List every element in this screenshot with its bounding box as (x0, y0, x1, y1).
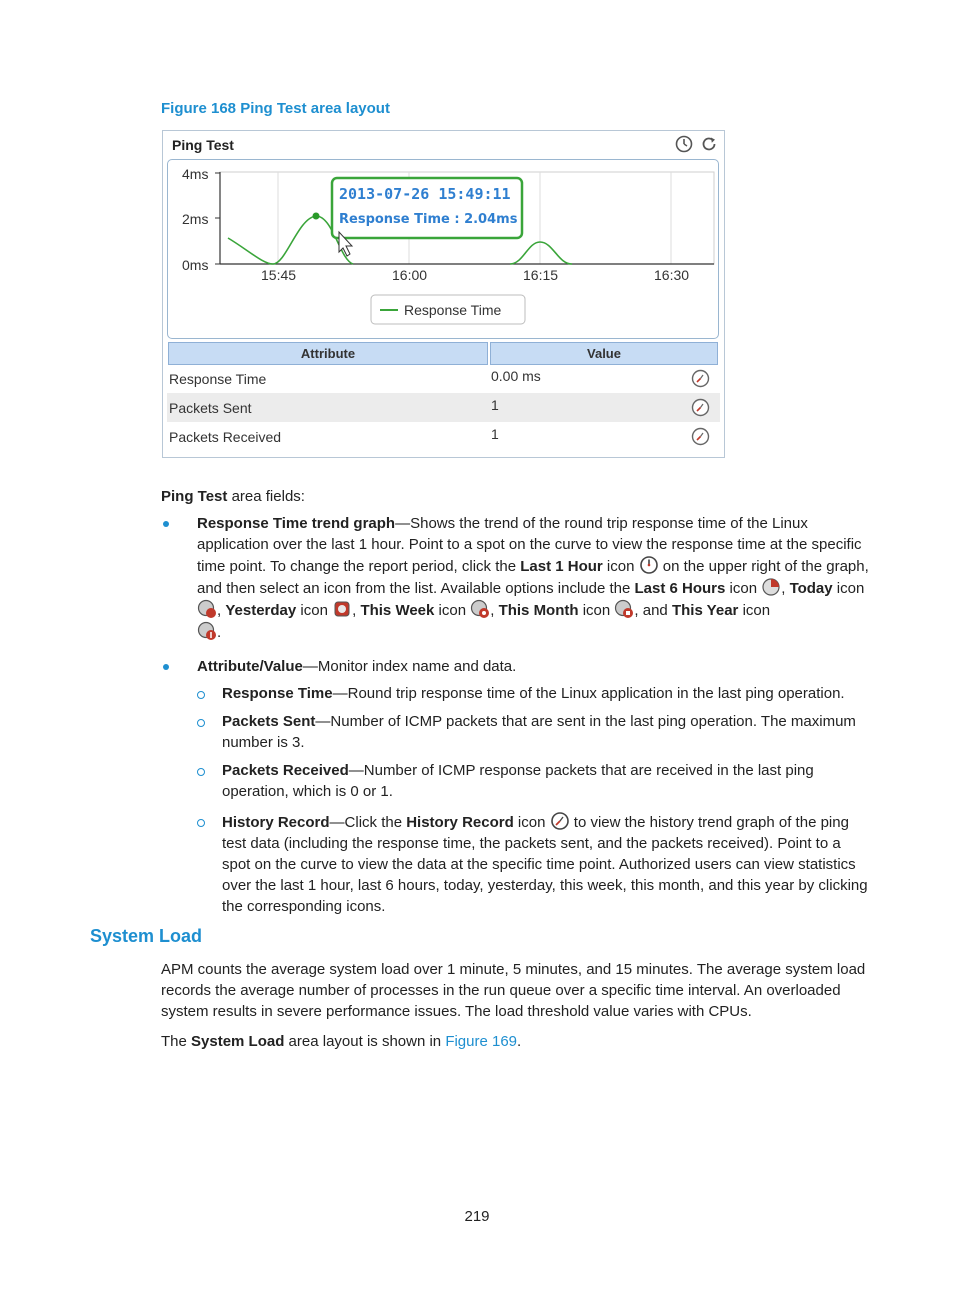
history-record-icon[interactable] (691, 369, 710, 388)
row-attribute: Packets Sent (169, 400, 252, 416)
row-attribute: Response Time (169, 371, 267, 387)
option-today: Today (789, 580, 833, 597)
sub-bullet-circle (197, 719, 205, 727)
sub-term: Response Time (222, 685, 333, 702)
para-text: The (161, 1033, 192, 1050)
last-6-hours-icon (761, 577, 781, 597)
bullet-text: —Shows the trend of the round trip response time of the Linux application over the last 1 hour. Point to a spot on the curve to view the response time at the specific time point. To change the report period, click the (197, 515, 862, 575)
widget-title: Ping Test (172, 137, 234, 153)
y-tick-label: 0ms (182, 257, 209, 273)
bullet-text: icon (725, 580, 762, 597)
sub-text: —Round trip response time of the Linux application in the last ping operation. (332, 685, 845, 702)
table-row (167, 364, 720, 393)
punctuation: , (490, 602, 499, 619)
sub-bullet-history-record (222, 811, 870, 917)
bullet-text: —Monitor index name and data. (302, 658, 517, 675)
punctuation: , (781, 580, 790, 597)
bullet-term: Response Time trend graph (197, 515, 396, 532)
punctuation: , (634, 602, 643, 619)
para-text: . (517, 1033, 522, 1050)
y-tick-label: 2ms (182, 211, 209, 227)
punctuation: , (217, 602, 226, 619)
bullet-text: icon (742, 602, 771, 619)
this-month-icon (614, 599, 634, 619)
bullet-text: icon (296, 602, 333, 619)
legend-label: Response Time (404, 302, 502, 318)
bullet-term: Attribute/Value (197, 658, 303, 675)
ping-test-widget (162, 130, 725, 458)
sub-term: Packets Sent (222, 713, 316, 730)
tooltip-value: Response Time : 2.04ms (339, 212, 518, 227)
intro-line (161, 486, 305, 507)
sub-bullet-packets-received (222, 760, 870, 802)
section-heading: System Load (90, 926, 203, 946)
x-tick-label: 16:00 (392, 267, 428, 283)
today-icon (197, 599, 217, 619)
page-number: 219 (464, 1208, 490, 1225)
table-row (167, 422, 720, 451)
history-record-icon[interactable] (691, 427, 710, 446)
intro-text: area fields: (227, 488, 305, 505)
attribute-column-header: Attribute (168, 342, 488, 365)
row-attribute: Packets Received (169, 429, 282, 445)
x-tick-label: 15:45 (261, 267, 297, 283)
punctuation: . (217, 624, 222, 641)
sub-term: Packets Received (222, 762, 349, 779)
option-last-1-hour: Last 1 Hour (520, 558, 603, 575)
sub-bullet-circle (197, 768, 205, 776)
bullet-attribute-value (197, 656, 869, 677)
sub-text: —Click the (329, 814, 407, 831)
option-yesterday: Yesterday (225, 602, 297, 619)
data-point[interactable] (313, 213, 320, 220)
response-time-chart-panel (167, 159, 719, 339)
yesterday-icon (332, 599, 352, 619)
sub-text: —Number of ICMP packets that are sent in the last ping operation. The maximum number is 3. (222, 713, 856, 751)
history-record-icon (550, 811, 570, 831)
sub-text: —Number of ICMP response packets that are received in the last ping operation, which is 0 or 1. (222, 762, 814, 800)
option-this-year: This Year (671, 602, 739, 619)
sub-term: History Record (406, 814, 514, 831)
attribute-value-table (167, 342, 720, 451)
last-1-hour-icon (639, 555, 659, 575)
response-time-chart[interactable] (168, 160, 718, 338)
option-this-week: This Week (360, 602, 435, 619)
y-tick-label: 4ms (182, 166, 209, 182)
bullet-text: icon (578, 602, 615, 619)
sub-bullet-packets-sent (222, 711, 870, 753)
table-header (167, 342, 720, 364)
row-value: 0.00 ms (491, 368, 541, 384)
bullet-dot (163, 521, 169, 527)
bullet-dot (163, 664, 169, 670)
row-value: 1 (491, 397, 499, 413)
system-load-description: APM counts the average system load over 1 minute, 5 minutes, and 15 minutes. The average system load records the average number of processes in the run queue over a specific time interval. An overloaded system results in severe performance issues. The load threshold value varies with CPUs. (161, 961, 866, 1020)
para-text: area layout is shown in (284, 1033, 446, 1050)
intro-bold: Ping Test (161, 488, 228, 505)
sub-text: to view the history trend graph of the ping test data (including the response time, the packets sent, and the packets received). Point to a spot on the curve to view the data at the specific time point. Authorized users can view statistics over the last 1 hour, last 6 hours, today, yesterday, this week, this month, and this year by clicking the corresponding icons. (222, 814, 868, 915)
option-this-month: This Month (498, 602, 579, 619)
row-value: 1 (491, 426, 499, 442)
bullet-text: icon (832, 580, 865, 597)
punctuation: , (352, 602, 361, 619)
sub-text: icon (513, 814, 550, 831)
figure-caption: Figure 168 Ping Test area layout (161, 100, 390, 117)
this-year-icon (197, 621, 217, 641)
history-record-icon[interactable] (691, 398, 710, 417)
value-column-header: Value (490, 342, 718, 365)
x-tick-label: 16:30 (654, 267, 690, 283)
figure-169-link[interactable]: Figure 169 (445, 1033, 518, 1050)
option-last-6-hours: Last 6 Hours (634, 580, 726, 597)
clock-icon[interactable] (675, 135, 693, 153)
sub-bullet-circle (197, 819, 205, 827)
bullet-text: and (642, 602, 672, 619)
this-week-icon (470, 599, 490, 619)
sub-term: History Record (222, 814, 330, 831)
sub-bullet-circle (197, 691, 205, 699)
bullet-text: icon (602, 558, 639, 575)
para-bold: System Load (191, 1033, 285, 1050)
bullet-response-time-graph (197, 513, 869, 643)
bullet-text: on the upper right of the graph, and then select an icon from the list. Available options include the (197, 558, 869, 597)
tooltip-time: 2013-07-26 15:49:11 (339, 185, 511, 203)
x-tick-label: 16:15 (523, 267, 559, 283)
refresh-icon[interactable] (700, 135, 718, 153)
sub-bullet-response-time (222, 683, 870, 704)
table-row (167, 393, 720, 422)
system-load-reference (161, 1031, 869, 1052)
bullet-text: icon (434, 602, 471, 619)
